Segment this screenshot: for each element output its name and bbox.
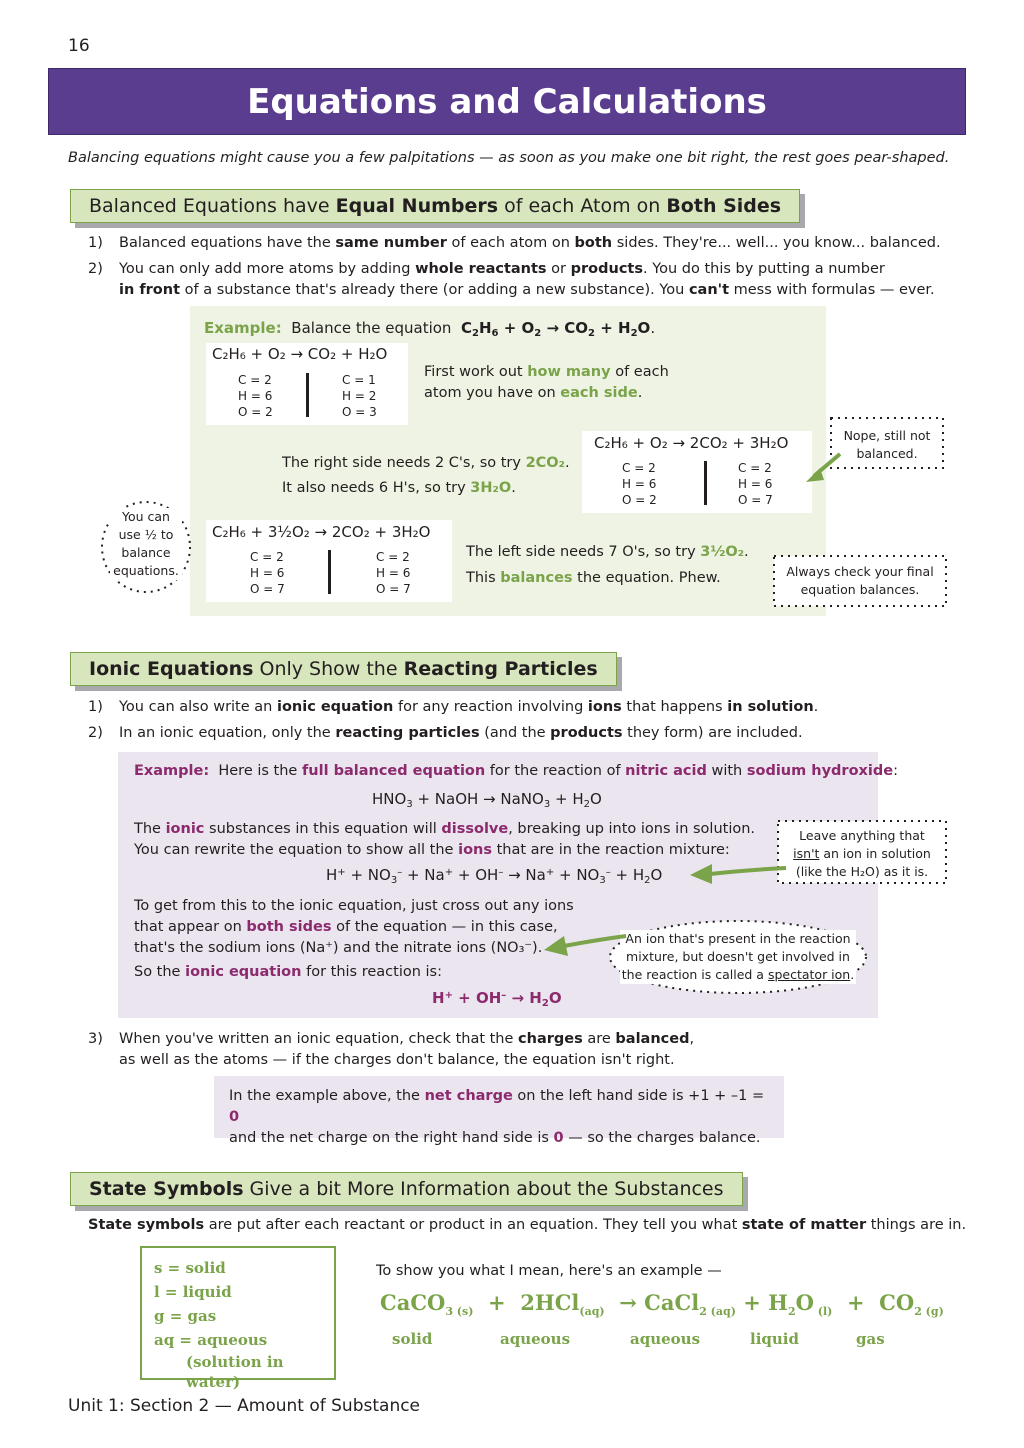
note-check: Always check your final equation balances. xyxy=(784,563,936,599)
card-3-left-h: H = 6 xyxy=(250,566,285,580)
card-2-right-c: C = 2 xyxy=(738,461,772,475)
note-nope: Nope, still not balanced. xyxy=(838,427,936,463)
card-2-left-h: H = 6 xyxy=(622,477,657,491)
label-aqueous-1: aqueous xyxy=(500,1330,571,1348)
page-number: 16 xyxy=(68,36,90,56)
state-aqueous: aq = aqueous xyxy=(154,1331,268,1349)
balance-card-3 xyxy=(206,520,452,602)
card-3-left-o: O = 7 xyxy=(250,582,285,596)
card-2-left-o: O = 2 xyxy=(622,493,657,507)
card-3-left-c: C = 2 xyxy=(250,550,284,564)
point-1: 1) Balanced equations have the same number of each atom on both sides. They're... well... you know... balanced. xyxy=(88,235,941,251)
label-solid: solid xyxy=(392,1330,433,1348)
card-1-left-c: C = 2 xyxy=(238,373,272,387)
state-liquid: l = liquid xyxy=(154,1283,232,1301)
state-symbol-equation: CaCO$_{3 (s)}$ + 2HCl$_{(aq)}$ → CaCl$_{2 (aq)}$ + $H_2O$ $_{(l)} + CO_{2 (g)}$ xyxy=(380,1290,944,1318)
ionic-example-heading: Example: Here is the full balanced equation for the reaction of nitric acid with sodium hydroxide: xyxy=(134,763,898,779)
card-2-right-h: H = 6 xyxy=(738,477,773,491)
section-heading-state: State Symbols Give a bit More Information about the Substances xyxy=(70,1172,743,1206)
footer: Unit 1: Section 2 — Amount of Substance xyxy=(68,1396,421,1416)
point-2: 2) You can only add more atoms by adding whole reactants or products. You do this by putting a number in front of a substance that's already there (or adding a new substance). You can't mess with formulas — ever. xyxy=(88,261,935,298)
label-liquid: liquid xyxy=(750,1330,799,1348)
ionic-point-2: 2) In an ionic equation, only the reacting particles (and the products they form) are included. xyxy=(88,725,803,741)
example-heading: Example: Balance the equation $C_2H_6 + O_2 \to CO_2 + H_2O$. xyxy=(204,319,656,339)
section-heading-ionic: Ionic Equations Only Show the Reacting Particles xyxy=(70,652,617,686)
step-3-text: The left side needs 7 O's, so try 3½O₂. This balances the equation. Phew. xyxy=(466,544,749,586)
intro-text: Balancing equations might cause you a few palpitations — as soon as you make one bit right, the rest goes pear-shaped. xyxy=(68,150,950,166)
state-solid: s = solid xyxy=(154,1259,226,1277)
step-1-text: First work out how many of each atom you have on each side. xyxy=(424,364,669,401)
note-half: You can use ½ to balance equations. xyxy=(110,508,182,580)
card-1-left-o: O = 2 xyxy=(238,405,273,419)
note-spectator: An ion that's present in the reaction mixture, but doesn't get involved in the reaction is called a spectator ion. xyxy=(621,931,855,982)
arrow-spectator-icon xyxy=(540,926,630,962)
state-gas: g = gas xyxy=(154,1307,217,1325)
card-3-right-c: C = 2 xyxy=(376,550,410,564)
ionic-point-1: 1) You can also write an ionic equation for any reaction involving ions that happens in solution. xyxy=(88,699,819,715)
balance-card-1 xyxy=(206,343,408,425)
full-equation: $HNO_3$ + NaOH → NaNO$_3$ + $H_2O$ xyxy=(372,790,602,810)
card-1-right-o: O = 3 xyxy=(342,405,377,419)
card-3-right-h: H = 6 xyxy=(376,566,411,580)
ionic-equation-result: $H^+ + OH^- \to H_2O$ xyxy=(432,989,562,1009)
section-heading-balanced: Balanced Equations have Equal Numbers of each Atom on Both Sides xyxy=(70,189,800,223)
card-1-right-h: H = 2 xyxy=(342,389,377,403)
state-intro: State symbols are put after each reactant or product in an equation. They tell you what state of matter things are in. xyxy=(88,1217,967,1233)
card-2-equation: C₂H₆ + O₂ → 2CO₂ + 3H₂O xyxy=(594,434,789,452)
card-1-right-c: C = 1 xyxy=(342,373,376,387)
label-aqueous-2: aqueous xyxy=(630,1330,701,1348)
ions-equation: $H^+ + NO_3^- + Na^+ + OH^- \to Na^+ + NO_3^- + H_2O$ xyxy=(326,866,663,886)
card-2-left-c: C = 2 xyxy=(622,461,656,475)
ionic-explanation-2: To get from this to the ionic equation, just cross out any ions that appear on both sides of the equation — in this case, that's the sodium ions (Na⁺) and the nitrate ions (NO₃⁻). So the ionic equation for this reaction is: xyxy=(134,898,574,980)
card-1-left-h: H = 6 xyxy=(238,389,273,403)
label-gas: gas xyxy=(856,1330,885,1348)
state-example-intro: To show you what I mean, here's an example — xyxy=(376,1263,722,1279)
balance-card-2 xyxy=(582,431,812,513)
page-title: Equations and Calculations xyxy=(48,68,966,135)
ionic-explanation-1: The ionic substances in this equation will dissolve, breaking up into ions in solution. You can rewrite the equation to show all the ions that are in the reaction mixture: xyxy=(134,821,756,858)
card-1-equation: C₂H₆ + O₂ → CO₂ + H₂O xyxy=(212,345,388,363)
step-2-text: The right side needs 2 C's, so try 2CO₂. It also needs 6 H's, so try 3H₂O. xyxy=(282,455,570,496)
card-2-right-o: O = 7 xyxy=(738,493,773,507)
arrow-leave-icon xyxy=(686,856,790,888)
net-charge-panel: In the example above, the net charge on the left hand side is +1 + –1 = 0 and the net charge on the right hand side is 0 — so the charges balance. xyxy=(214,1076,784,1138)
card-3-right-o: O = 7 xyxy=(376,582,411,596)
arrow-nope-icon xyxy=(800,448,846,488)
state-symbols-box xyxy=(140,1246,336,1391)
note-leave: Leave anything that isn't an ion in solution (like the H₂O) as it is. xyxy=(780,827,944,881)
ionic-point-3: 3) When you've written an ionic equation, check that the charges are balanced, as well as the atoms — if the charges don't balance, the equation isn't right. xyxy=(88,1031,695,1068)
card-3-equation: C₂H₆ + 3½O₂ → 2CO₂ + 3H₂O xyxy=(212,523,431,541)
state-aqueous-note: (solution in water) xyxy=(186,1353,284,1391)
